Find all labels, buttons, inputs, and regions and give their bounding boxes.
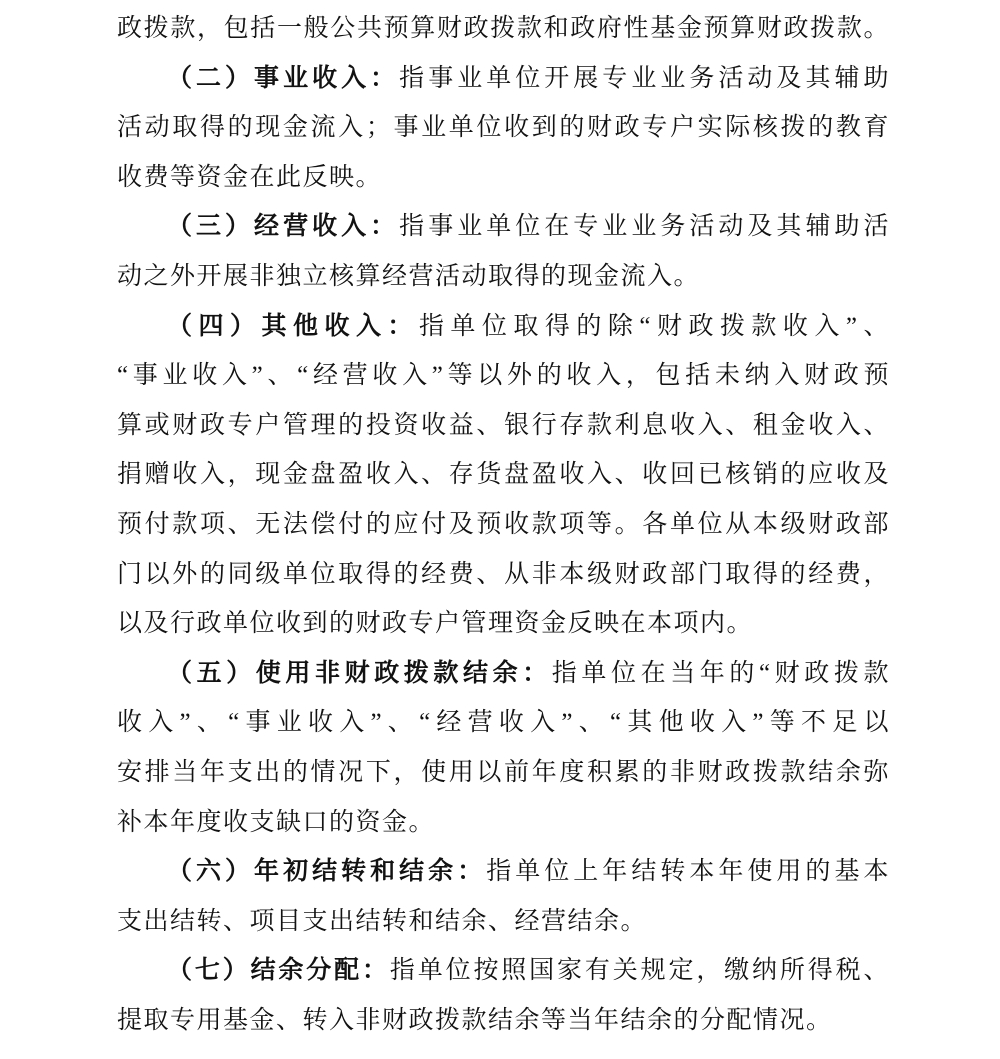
- body-text: 算或财政专户管理的投资收益、银行存款利息收入、租金收入、: [117, 411, 890, 439]
- body-text: 指单位上年结转本年使用的基本: [486, 858, 890, 886]
- body-text: 指事业单位开展专业业务活动及其辅助: [399, 64, 890, 92]
- body-text: 补本年度收支缺口的资金。: [117, 808, 436, 836]
- section-heading: （四）其他收入：: [167, 312, 419, 340]
- body-text: 预付款项、无法偿付的应付及预收款项等。各单位从本级财政部: [117, 510, 890, 538]
- body-text: 收入”、“事业收入”、“经营收入”、“其他收入”等不足以: [117, 709, 890, 737]
- body-text: 动之外开展非独立核算经营活动取得的现金流入。: [117, 262, 701, 290]
- section-heading: （六）年初结转和结余：: [167, 858, 487, 886]
- section-heading: （七）结余分配：: [167, 957, 390, 985]
- text-line: [117, 153, 890, 203]
- text-line: [117, 54, 890, 104]
- body-text: 捐赠收入，现金盘盈收入、存货盘盈收入、收回已核销的应收及: [117, 461, 890, 489]
- body-text: 支出结转、项目支出结转和结余、经营结余。: [117, 907, 648, 935]
- text-line: [117, 599, 890, 649]
- body-text: “事业收入”、“经营收入”等以外的收入，包括未纳入财政预: [117, 362, 890, 390]
- text-line: [117, 649, 890, 699]
- body-text: 以及行政单位收到的财政专户管理资金反映在本项内。: [117, 610, 754, 638]
- text-line: [117, 946, 890, 996]
- text-line: [117, 500, 890, 550]
- body-text: 收费等资金在此反映。: [117, 163, 383, 191]
- text-line: [117, 4, 890, 54]
- body-text: 指单位按照国家有关规定，缴纳所得税、: [389, 957, 890, 985]
- text-line: [117, 302, 890, 352]
- text-line: [117, 450, 890, 500]
- body-text: 指单位在当年的“财政拨款: [551, 659, 890, 687]
- body-text: 提取专用基金、转入非财政拨款结余等当年结余的分配情况。: [117, 1006, 833, 1034]
- text-line: [117, 748, 890, 798]
- body-text: 活动取得的现金流入；事业单位收到的财政专户实际核拨的教育: [117, 114, 890, 142]
- body-text: 指事业单位在专业业务活动及其辅助活: [399, 213, 890, 241]
- text-line: [117, 202, 890, 252]
- text-line: [117, 996, 890, 1046]
- section-heading: （二）事业收入：: [167, 64, 400, 92]
- body-text: 政拨款，包括一般公共预算财政拨款和政府性基金预算财政拨款。: [117, 15, 890, 42]
- text-line: [117, 550, 890, 600]
- text-line: [117, 798, 890, 848]
- section-heading: （五）使用非财政拨款结余：: [167, 659, 552, 687]
- text-line: [117, 103, 890, 153]
- body-text: 门以外的同级单位取得的经费、从非本级财政部门取得的经费，: [117, 560, 890, 588]
- text-line: [117, 252, 890, 302]
- text-line: [117, 847, 890, 897]
- section-heading: （三）经营收入：: [167, 213, 400, 241]
- body-text: 指单位取得的除“财政拨款收入”、: [418, 312, 890, 340]
- text-line: [117, 351, 890, 401]
- text-line: [117, 698, 890, 748]
- document-body: [117, 4, 890, 1045]
- text-line: [117, 897, 890, 947]
- text-line: [117, 401, 890, 451]
- body-text: 安排当年支出的情况下，使用以前年度积累的非财政拨款结余弥: [117, 758, 890, 786]
